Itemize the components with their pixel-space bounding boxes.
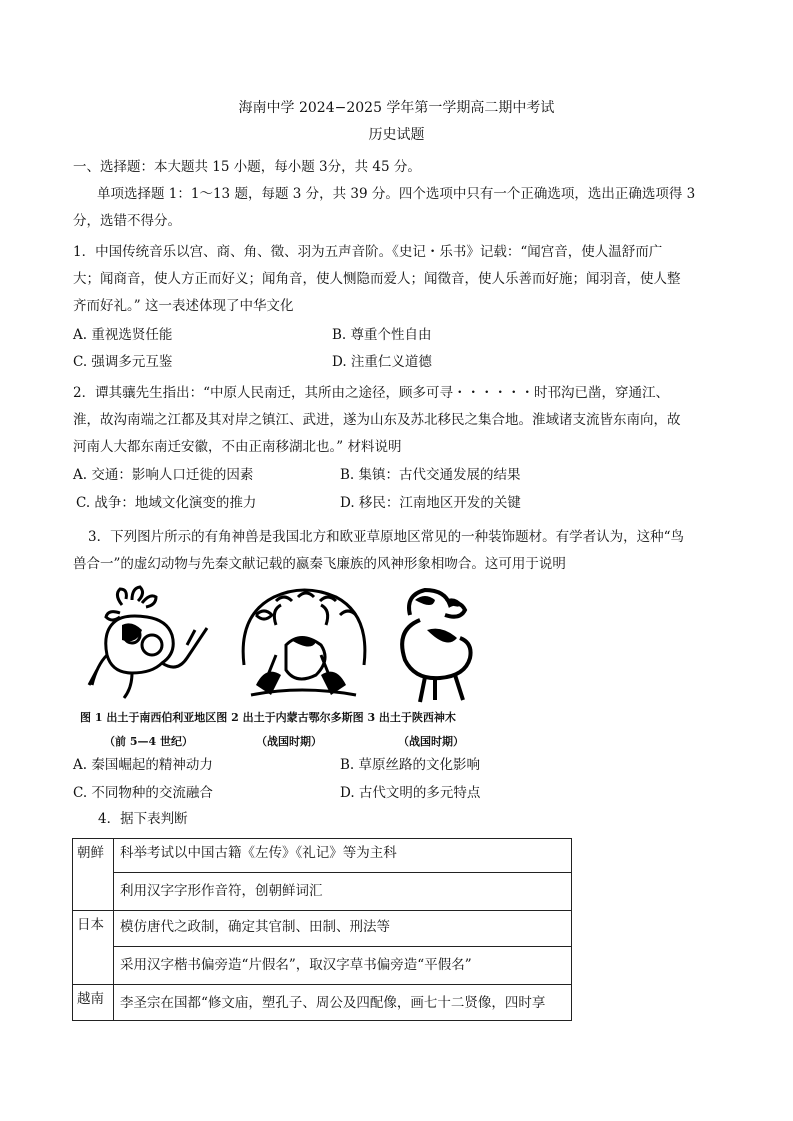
country-cell: 越南 xyxy=(73,985,114,1021)
instruction-line: 分，选错不得分。 xyxy=(73,213,181,229)
q3-option-b: B. 草原丝路的文化影响 xyxy=(340,757,481,773)
question-4-text: 4．据下表判断 xyxy=(98,811,188,827)
q1-option-c: C. 强调多元互鉴 xyxy=(73,354,173,370)
q2-option-d: D. 移民：江南地区开发的关键 xyxy=(340,495,521,511)
deer-bird-fig3-icon xyxy=(375,585,485,705)
exam-title: 海南中学 2024−2025 学年第一学期高二期中考试 xyxy=(238,100,555,116)
section-heading: 一、选择题：本大题共 15 小题，每小题 3分，共 45 分。 xyxy=(73,159,421,175)
table-row xyxy=(73,947,572,985)
beast-plaque-fig2-icon xyxy=(236,585,371,705)
q1-option-b: B. 尊重个性自由 xyxy=(332,327,432,343)
table-row xyxy=(73,839,572,873)
q2-option-a: A. 交通：影响人口迁徙的因素 xyxy=(73,467,254,483)
comparison-table xyxy=(72,838,572,1021)
instruction-line: 单项选择题 1：1～13 题，每题 3 分，共 39 分。四个选项中只有一个正确选项，选出正确选项得 3 xyxy=(97,186,696,202)
q2-option-c: C. 战争：地域文化演变的推力 xyxy=(76,495,257,511)
q1-option-a: A. 重视选贤任能 xyxy=(73,327,173,343)
question-1-text: 1．中国传统音乐以宫、商、角、徵、羽为五声音阶。《史记・乐书》记载：“闻宫音，使人温舒而广 xyxy=(73,244,663,260)
question-1-text: 大；闻商音，使人方正而好义；闻角音，使人恻隐而爱人；闻徵音，使人乐善而好施；闻羽音，使人整 xyxy=(73,271,681,287)
q2-option-b: B. 集镇：古代交通发展的结果 xyxy=(340,467,521,483)
table-row xyxy=(73,911,572,947)
figure-2-era: （战国时期） xyxy=(256,735,322,748)
q3-option-c: C. 不同物种的交流融合 xyxy=(73,785,213,801)
country-cell: 朝鲜 xyxy=(73,839,114,911)
question-2-text: 河南人大都东南迁安徽，不由正南移湖北也。” 材料说明 xyxy=(73,439,402,455)
table-cell: 采用汉字楷书偏旁造“片假名”，取汉字草书偏旁造“平假名” xyxy=(114,947,572,985)
figure-1-era: （前 5—4 世纪） xyxy=(104,735,193,748)
question-3-text: 3．下列图片所示的有角神兽是我国北方和欧亚草原地区常见的一种装饰题材。有学者认为，这种“鸟 xyxy=(88,529,684,545)
question-1-text: 齐而好礼。” 这一表述体现了中华文化 xyxy=(73,298,294,314)
table-row xyxy=(73,985,572,1021)
table-cell: 利用汉字字形作音符，创朝鲜词汇 xyxy=(114,873,572,911)
q1-option-d: D. 注重仁义道德 xyxy=(332,354,432,370)
horned-beast-fig1-icon xyxy=(82,585,217,705)
question-2-text: 淮，故沟南端之江都及其对岸之镇江、武进，遂为山东及苏北移民之集合地。淮域诸支流皆东南向，故 xyxy=(73,412,681,428)
question-3-text: 兽合一”的虚幻动物与先秦文献记载的嬴秦飞廉族的风神形象相吻合。这可用于说明 xyxy=(73,556,566,572)
table-cell: 李圣宗在国都“修文庙，塑孔子、周公及四配像，画七十二贤像，四时享 xyxy=(114,985,572,1021)
q3-option-a: A. 秦国崛起的精神动力 xyxy=(73,757,213,773)
question-2-text: 2．谭其骧先生指出：“中原人民南迁，其所由之途径，顾多可寻・・・・・・时邗沟已凿，穿通江、 xyxy=(73,385,669,401)
q3-option-d: D. 古代文明的多元特点 xyxy=(340,785,481,801)
table-cell: 模仿唐代之政制，确定其官制、田制、刑法等 xyxy=(114,911,572,947)
figure-3-era: （战国时期） xyxy=(398,735,464,748)
subject-title: 历史试题 xyxy=(368,127,425,143)
table-row xyxy=(73,873,572,911)
figure-caption-row: 图 1 出土于南西伯利亚地区图 2 出土于内蒙古鄂尔多斯图 3 出土于陕西神木 xyxy=(80,711,456,724)
country-cell: 日本 xyxy=(73,911,114,985)
table-cell: 科举考试以中国古籍《左传》《礼记》等为主科 xyxy=(114,839,572,873)
